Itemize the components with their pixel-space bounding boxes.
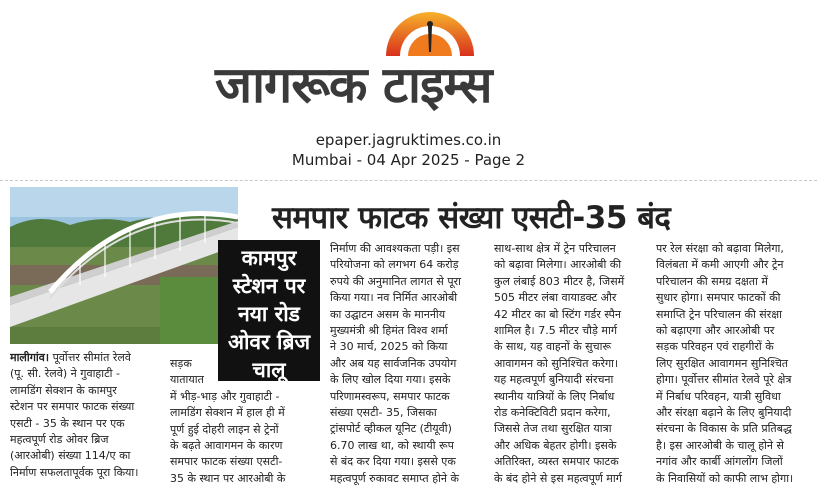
column-line: यह महत्वपूर्ण बुनियादी संरचना bbox=[494, 373, 614, 387]
column-line: में निर्बाध परिवहन, यात्री सुविधा bbox=[656, 389, 781, 403]
column-line: और अब यह सार्वजनिक उपयोग bbox=[330, 356, 457, 370]
column-line: ट्रांसपोर्ट व्हीकल यूनिट (टीयूवी) bbox=[330, 422, 452, 436]
column-line: ने 30 मार्च, 2025 को किया bbox=[330, 340, 448, 354]
column-line: परियोजना को लगभग 64 करोड़ bbox=[330, 258, 459, 272]
dateline: मालीगांव। bbox=[10, 351, 50, 364]
column-line: में भीड़-भाड़ और गुवाहाटी - bbox=[170, 389, 280, 403]
newspaper-logo: जागरूक टाइम्स bbox=[215, 56, 492, 114]
newspaper-sun-emblem bbox=[384, 8, 476, 56]
article-column-5 bbox=[656, 241, 812, 487]
masthead-divider bbox=[0, 180, 817, 181]
column-line: संरचना के विकास के प्रति प्रतिबद्ध bbox=[656, 422, 792, 436]
column-line: यातायात bbox=[170, 373, 204, 387]
column-line: निर्माण की आवश्यकता पड़ी। इस bbox=[330, 242, 460, 255]
column-line: होगा। पूर्वोत्तर सीमांत रेलवे पूरे क्षेत्र bbox=[656, 373, 792, 387]
column-line: लामडिंग सेक्शन में हाल ही में bbox=[170, 406, 285, 420]
column-line: है। इस आरओबी के चालू होने से bbox=[656, 438, 784, 452]
column-line: 6.70 लाख था, को स्थायी रूप bbox=[330, 438, 454, 452]
column-line: नगांव और कार्बी आंगलोंग जिलों bbox=[656, 455, 783, 469]
column-line: आवागमन को सुनिश्चित करेगा। bbox=[494, 356, 619, 370]
column-line: स्टेशन पर समपार फाटक संख्या bbox=[10, 400, 135, 414]
column-line: (पू. सी. रेलवे) ने गुवाहाटी - bbox=[10, 367, 120, 381]
column-line bbox=[10, 350, 160, 366]
article-column-2 bbox=[170, 356, 310, 487]
edition-date-page: Mumbai - 04 Apr 2025 - Page 2 bbox=[291, 151, 526, 169]
column-line: सुधार होगा। समपार फाटकों की bbox=[656, 291, 781, 305]
column-line: लिए सुरक्षित आवागमन सुनिश्चित bbox=[656, 356, 789, 370]
article-column-3 bbox=[330, 241, 480, 487]
column-line: समपार फाटक संख्या एसटी- bbox=[170, 455, 283, 469]
column-line: जिससे तेज तथा सुरक्षित यात्रा bbox=[494, 422, 612, 436]
column-line: को बढ़ावा मिलेगा। आरओबी की bbox=[494, 258, 622, 272]
column-text: पूर्वोत्तर सीमांत रेलवे bbox=[52, 351, 131, 364]
column-line: निर्माण सफलतापूर्वक पूरा किया। bbox=[10, 465, 139, 479]
column-line: 42 मीटर का बो स्टिंग गर्डर स्पैन bbox=[494, 307, 621, 321]
article-headline: समपार फाटक संख्या एसटी-35 बंद bbox=[272, 200, 671, 236]
article-column-4 bbox=[494, 241, 644, 487]
column-line: संख्या एसटी- 35, जिसका bbox=[330, 406, 437, 420]
column-line: रुपये की अनुमानित लागत से पूरा bbox=[330, 274, 461, 288]
column-line: समाप्ति ट्रेन परिचालन की संरक्षा bbox=[656, 307, 782, 321]
column-line: (आरओबी) संख्या 114/ए का bbox=[10, 449, 131, 463]
column-line: महत्वपूर्ण रोड ओवर ब्रिज bbox=[10, 433, 109, 447]
column-line: के बढ़ते आवागमन के कारण bbox=[170, 439, 283, 453]
column-line: पूर्ण हुई दोहरी लाइन से ट्रेनों bbox=[170, 422, 279, 436]
column-line: विलंबता में कमी आएगी और ट्रेन bbox=[656, 258, 784, 272]
column-line: के साथ, यह वाहनों के सुचारू bbox=[494, 340, 611, 354]
column-line: किया गया। नव निर्मित आरओबी bbox=[330, 291, 458, 305]
column-line: और संरक्षा बढ़ाने के लिए बुनियादी bbox=[656, 406, 792, 420]
column-line: अतिरिक्त, व्यस्त समपार फाटक bbox=[494, 455, 619, 469]
column-line: 505 मीटर लंबा वायाडक्ट और bbox=[494, 291, 617, 305]
column-line: से बंद कर दिया गया। इससे एक bbox=[330, 455, 456, 469]
column-line: स्थानीय यात्रियों के लिए निर्बाध bbox=[494, 389, 615, 403]
subhead-line: कामपुर bbox=[241, 246, 297, 270]
column-line: रोड कनेक्टिविटी प्रदान करेगा, bbox=[494, 406, 611, 420]
column-line: को बढ़ाएगा और आरओबी पर bbox=[656, 324, 775, 338]
column-line: और अधिक बेहतर होगी। इसके bbox=[494, 438, 617, 452]
column-line: कुल लंबाई 803 मीटर है, जिसमें bbox=[494, 274, 625, 288]
subhead-line: स्टेशन पर bbox=[232, 274, 306, 298]
column-line: के बंद होने से इस महत्वपूर्ण मार्ग bbox=[494, 471, 622, 485]
column-line: परिचालन की समग्र दक्षता में bbox=[656, 274, 768, 288]
column-line: एसटी - 35 के स्थान पर एक bbox=[10, 416, 125, 430]
column-line: मुख्यमंत्री श्री हिमंत विश्व शर्मा bbox=[330, 324, 448, 338]
subhead-line: चालू bbox=[252, 358, 286, 382]
column-line: साथ-साथ क्षेत्र में ट्रेन परिचालन bbox=[494, 242, 616, 255]
column-line: परिणामस्वरूप, समपार फाटक bbox=[330, 389, 450, 403]
column-line: का उद्घाटन असम के माननीय bbox=[330, 307, 446, 321]
subhead-line: ओवर ब्रिज bbox=[227, 330, 311, 354]
column-line: महत्वपूर्ण रुकावट समाप्त होने के bbox=[330, 471, 459, 485]
column-line: के निवासियों को काफी लाभ होगा। bbox=[656, 471, 794, 485]
column-line: लामडिंग सेक्शन के कामपुर bbox=[10, 383, 117, 397]
column-line: सड़क परिवहन एवं राहगीरों के bbox=[656, 340, 774, 354]
epaper-url: epaper.jagruktimes.co.in bbox=[315, 131, 502, 149]
bridge-photo bbox=[10, 187, 238, 344]
column-line: के लिए खोल दिया गया। इसके bbox=[330, 373, 451, 387]
column-line: सड़क bbox=[170, 357, 192, 370]
article-column-1 bbox=[10, 350, 160, 481]
column-line: पर रेल संरक्षा को बढ़ावा मिलेगा, bbox=[656, 242, 784, 255]
subhead-line: नया रोड bbox=[238, 302, 300, 326]
column-line: 35 के स्थान पर आरओबी के bbox=[170, 471, 286, 485]
column-line: शामिल है। 7.5 मीटर चौड़े मार्ग bbox=[494, 324, 618, 338]
